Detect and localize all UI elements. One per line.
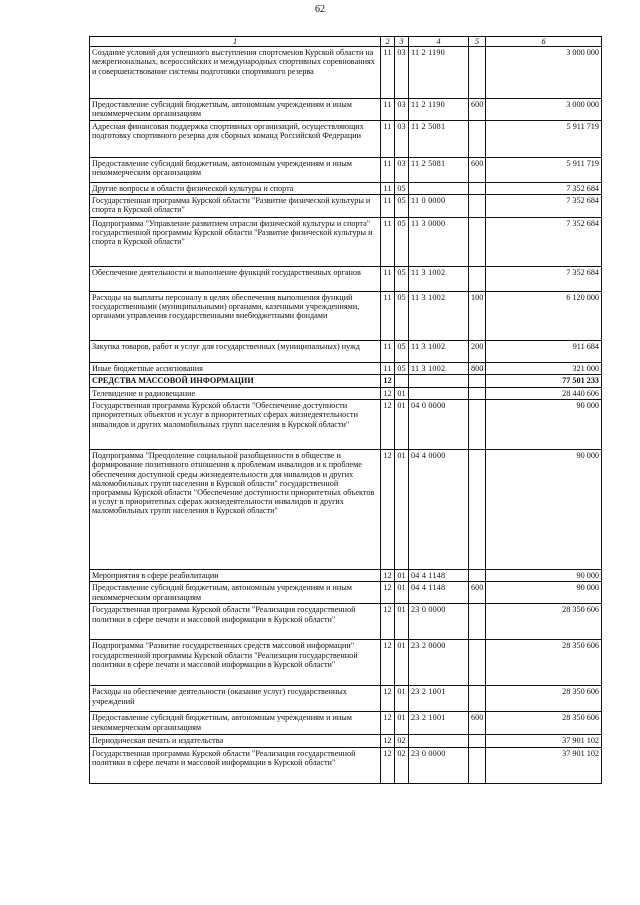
table-row xyxy=(90,182,602,194)
row-target-code-cell: 23 0 0000 xyxy=(409,604,469,640)
table-row xyxy=(90,686,602,712)
row-name-cell: Другие вопросы в области физической культуры и спорта xyxy=(90,182,381,194)
row-name-cell: Государственная программа Курской области "Реализация государственной политики в сфере печати и массовой информации в Курской области" xyxy=(90,747,381,783)
row-amount-cell: 3 000 000 xyxy=(486,99,602,120)
row-section-cell: 12 xyxy=(381,640,395,686)
row-amount-cell: 37 901 102 xyxy=(486,735,602,747)
row-name-cell: Государственная программа Курской области "Развитие физической культуры и спорта в Курской области" xyxy=(90,194,381,217)
row-section-cell: 12 xyxy=(381,400,395,450)
row-section-cell: 11 xyxy=(381,266,395,291)
row-expense-type-cell xyxy=(469,570,486,582)
row-name-cell: Периодическая печать и издательства xyxy=(90,735,381,747)
row-amount-cell: 3 000 000 xyxy=(486,47,602,99)
row-subsection-cell: 01 xyxy=(395,712,409,735)
row-target-code-cell xyxy=(409,735,469,747)
row-amount-cell: 90 000 xyxy=(486,582,602,604)
row-section-cell: 11 xyxy=(381,217,395,266)
row-subsection-cell: 05 xyxy=(395,291,409,340)
row-name-cell: Предоставление субсидий бюджетным, автономным учреждениям и иным некоммерческим организациям xyxy=(90,712,381,735)
row-target-code-cell: 11 2 1190 xyxy=(409,47,469,99)
row-section-cell: 12 xyxy=(381,388,395,400)
row-expense-type-cell: 600 xyxy=(469,157,486,182)
row-section-cell: 12 xyxy=(381,570,395,582)
row-section-cell: 12 xyxy=(381,712,395,735)
row-name-cell: Мероприятия в сфере реабилитации xyxy=(90,570,381,582)
table-row xyxy=(90,120,602,157)
table-row xyxy=(90,340,602,362)
row-expense-type-cell xyxy=(469,120,486,157)
row-name-cell: Предоставление субсидий бюджетным, автономным учреждениям и иным некоммерческим организациям xyxy=(90,157,381,182)
budget-table xyxy=(89,36,602,784)
row-section-cell: 12 xyxy=(381,450,395,570)
row-name-cell: Расходы на обеспечение деятельности (оказание услуг) государственных учреждений xyxy=(90,686,381,712)
row-subsection-cell: 03 xyxy=(395,99,409,120)
row-name-cell: СРЕДСТВА МАССОВОЙ ИНФОРМАЦИИ xyxy=(90,375,381,388)
row-subsection-cell: 01 xyxy=(395,388,409,400)
column-header: 6 xyxy=(486,37,602,47)
row-expense-type-cell xyxy=(469,604,486,640)
row-amount-cell: 321 000 xyxy=(486,362,602,374)
row-target-code-cell xyxy=(409,375,469,388)
table-row xyxy=(90,640,602,686)
row-target-code-cell: 23 2 0000 xyxy=(409,640,469,686)
table-row xyxy=(90,450,602,570)
row-expense-type-cell xyxy=(469,686,486,712)
row-target-code-cell: 04 4 1148 xyxy=(409,582,469,604)
row-subsection-cell: 01 xyxy=(395,570,409,582)
row-expense-type-cell xyxy=(469,640,486,686)
row-subsection-cell: 05 xyxy=(395,266,409,291)
row-section-cell: 12 xyxy=(381,735,395,747)
table-row xyxy=(90,582,602,604)
row-amount-cell: 7 352 684 xyxy=(486,182,602,194)
row-amount-cell: 28 350 606 xyxy=(486,712,602,735)
row-expense-type-cell xyxy=(469,375,486,388)
table-row xyxy=(90,747,602,783)
row-amount-cell: 37 901 102 xyxy=(486,747,602,783)
row-section-cell: 12 xyxy=(381,686,395,712)
row-subsection-cell: 03 xyxy=(395,47,409,99)
table-row xyxy=(90,217,602,266)
column-header-row xyxy=(90,37,602,47)
row-subsection-cell: 02 xyxy=(395,747,409,783)
row-subsection-cell xyxy=(395,375,409,388)
row-name-cell: Создание условий для успешного выступления спортсменов Курской области на межрегиональных, всероссийских и международных спортивных соревнованиях и совершенствование системы подготовки спортивного резерва xyxy=(90,47,381,99)
row-subsection-cell: 03 xyxy=(395,120,409,157)
row-expense-type-cell xyxy=(469,388,486,400)
row-amount-cell: 7 352 684 xyxy=(486,194,602,217)
column-header: 5 xyxy=(469,37,486,47)
column-header: 2 xyxy=(381,37,395,47)
table-row xyxy=(90,735,602,747)
row-amount-cell: 28 350 606 xyxy=(486,640,602,686)
row-subsection-cell: 03 xyxy=(395,157,409,182)
row-target-code-cell xyxy=(409,182,469,194)
row-section-cell: 12 xyxy=(381,747,395,783)
row-subsection-cell: 01 xyxy=(395,640,409,686)
row-subsection-cell: 02 xyxy=(395,735,409,747)
row-target-code-cell: 23 0 0000 xyxy=(409,747,469,783)
row-expense-type-cell xyxy=(469,450,486,570)
column-header: 4 xyxy=(409,37,469,47)
row-name-cell: Расходы на выплаты персоналу в целях обеспечения выполнения функций государственными (муниципальными) органами, казенными учреждениями, органами управления государственными внебюджетными фондами xyxy=(90,291,381,340)
row-section-cell: 12 xyxy=(381,604,395,640)
row-section-cell: 11 xyxy=(381,99,395,120)
row-expense-type-cell xyxy=(469,217,486,266)
row-target-code-cell: 11 3 1002 xyxy=(409,291,469,340)
table-row xyxy=(90,712,602,735)
row-expense-type-cell xyxy=(469,266,486,291)
row-amount-cell: 77 501 233 xyxy=(486,375,602,388)
table-row xyxy=(90,400,602,450)
row-name-cell: Подпрограмма "Управление развитием отрасли физической культуры и спорта" государственной программы Курской области "Развитие физической культуры и спорта в Курской области" xyxy=(90,217,381,266)
row-subsection-cell: 05 xyxy=(395,362,409,374)
table-row xyxy=(90,266,602,291)
row-amount-cell: 28 350 606 xyxy=(486,686,602,712)
row-section-cell: 12 xyxy=(381,375,395,388)
row-amount-cell: 28 440 606 xyxy=(486,388,602,400)
row-target-code-cell: 23 2 1001 xyxy=(409,712,469,735)
row-target-code-cell: 11 3 1002 xyxy=(409,340,469,362)
row-subsection-cell: 05 xyxy=(395,194,409,217)
row-name-cell: Государственная программа Курской области "Реализация государственной политики в сфере печати и массовой информации в Курской области" xyxy=(90,604,381,640)
row-subsection-cell: 01 xyxy=(395,450,409,570)
row-target-code-cell xyxy=(409,388,469,400)
table-body xyxy=(90,37,602,784)
row-amount-cell: 5 911 719 xyxy=(486,157,602,182)
page-number: 62 xyxy=(315,4,325,15)
row-expense-type-cell xyxy=(469,47,486,99)
row-amount-cell: 90 000 xyxy=(486,570,602,582)
row-section-cell: 11 xyxy=(381,120,395,157)
row-expense-type-cell xyxy=(469,182,486,194)
column-header: 1 xyxy=(90,37,381,47)
row-amount-cell: 28 350 606 xyxy=(486,604,602,640)
table-row xyxy=(90,99,602,120)
row-name-cell: Государственная программа Курской области "Обеспечение доступности приоритетных объектов и услуг в приоритетных сферах жизнедеятельности инвалидов и других маломобильных групп населения в Курской области" xyxy=(90,400,381,450)
row-expense-type-cell: 600 xyxy=(469,99,486,120)
row-amount-cell: 7 352 684 xyxy=(486,266,602,291)
table-row xyxy=(90,362,602,374)
row-section-cell: 11 xyxy=(381,291,395,340)
row-subsection-cell: 05 xyxy=(395,182,409,194)
row-target-code-cell: 04 4 0000 xyxy=(409,450,469,570)
row-name-cell: Подпрограмма "Преодоление социальной разобщенности в обществе и формирование позитивного отношения к проблемам инвалидов и к проблеме обеспечения доступной среды жизнедеятельности для инвалидов и других маломобильных групп населения в Курской области" государственной программы Курской области "Обеспечение доступности приоритетных объектов и услуг в приоритетных сферах жизнедеятельности инвалидов и других маломобильных групп населения в Курской области" xyxy=(90,450,381,570)
row-target-code-cell: 11 3 1002 xyxy=(409,362,469,374)
row-name-cell: Обеспечение деятельности и выполнение функций государственных органов xyxy=(90,266,381,291)
row-section-cell: 11 xyxy=(381,182,395,194)
row-target-code-cell: 11 3 1002 xyxy=(409,266,469,291)
table-row xyxy=(90,194,602,217)
row-expense-type-cell xyxy=(469,735,486,747)
row-section-cell: 11 xyxy=(381,362,395,374)
row-subsection-cell: 01 xyxy=(395,604,409,640)
row-amount-cell: 911 684 xyxy=(486,340,602,362)
row-expense-type-cell xyxy=(469,400,486,450)
row-section-cell: 12 xyxy=(381,582,395,604)
row-expense-type-cell: 800 xyxy=(469,362,486,374)
table-row xyxy=(90,604,602,640)
row-expense-type-cell xyxy=(469,194,486,217)
row-name-cell: Закупка товаров, работ и услуг для государственных (муниципальных) нужд xyxy=(90,340,381,362)
row-expense-type-cell: 600 xyxy=(469,712,486,735)
row-subsection-cell: 05 xyxy=(395,340,409,362)
table-row xyxy=(90,375,602,388)
row-name-cell: Телевидение и радиовещание xyxy=(90,388,381,400)
row-name-cell: Иные бюджетные ассигнования xyxy=(90,362,381,374)
row-amount-cell: 6 120 000 xyxy=(486,291,602,340)
row-name-cell: Предоставление субсидий бюджетным, автономным учреждениям и иным некоммерческим организациям xyxy=(90,582,381,604)
row-target-code-cell: 04 4 1148 xyxy=(409,570,469,582)
row-name-cell: Подпрограмма "Развитие государственных средств массовой информации" государственной программы Курской области "Реализация государственной политики в сфере печати и массовой информации в Курской области" xyxy=(90,640,381,686)
table-row xyxy=(90,388,602,400)
row-expense-type-cell: 600 xyxy=(469,582,486,604)
row-amount-cell: 90 000 xyxy=(486,400,602,450)
column-header: 3 xyxy=(395,37,409,47)
row-expense-type-cell xyxy=(469,747,486,783)
row-amount-cell: 5 911 719 xyxy=(486,120,602,157)
row-target-code-cell: 23 2 1001 xyxy=(409,686,469,712)
row-subsection-cell: 01 xyxy=(395,686,409,712)
table-row xyxy=(90,47,602,99)
row-section-cell: 11 xyxy=(381,157,395,182)
row-section-cell: 11 xyxy=(381,340,395,362)
row-subsection-cell: 01 xyxy=(395,400,409,450)
row-expense-type-cell: 100 xyxy=(469,291,486,340)
row-target-code-cell: 04 0 0000 xyxy=(409,400,469,450)
row-subsection-cell: 05 xyxy=(395,217,409,266)
table-row xyxy=(90,157,602,182)
table-row xyxy=(90,570,602,582)
row-section-cell: 11 xyxy=(381,194,395,217)
row-target-code-cell: 11 2 5081 xyxy=(409,157,469,182)
row-target-code-cell: 11 2 1190 xyxy=(409,99,469,120)
row-target-code-cell: 11 2 5081 xyxy=(409,120,469,157)
row-name-cell: Предоставление субсидий бюджетным, автономным учреждениям и иным некоммерческим организациям xyxy=(90,99,381,120)
row-amount-cell: 90 000 xyxy=(486,450,602,570)
row-section-cell: 11 xyxy=(381,47,395,99)
row-expense-type-cell: 200 xyxy=(469,340,486,362)
row-subsection-cell: 01 xyxy=(395,582,409,604)
row-target-code-cell: 11 3 0000 xyxy=(409,217,469,266)
row-name-cell: Адресная финансовая поддержка спортивных организаций, осуществляющих подготовку спортивного резерва для сборных команд Российской Федерации xyxy=(90,120,381,157)
row-target-code-cell: 11 0 0000 xyxy=(409,194,469,217)
row-amount-cell: 7 352 684 xyxy=(486,217,602,266)
table-row xyxy=(90,291,602,340)
